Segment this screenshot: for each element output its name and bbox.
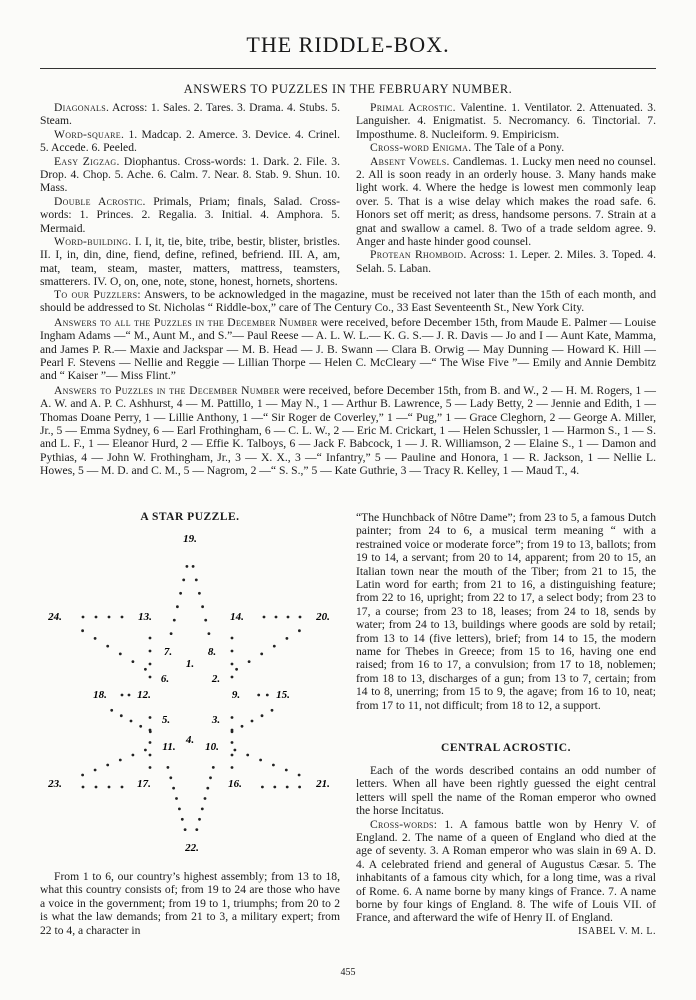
star-label-14: 14. bbox=[230, 611, 244, 623]
star-dot bbox=[144, 749, 147, 752]
star-label-1: 1. bbox=[185, 658, 195, 670]
star-dot bbox=[241, 725, 244, 728]
star-dot bbox=[273, 645, 276, 648]
star-clues-left-text: From 1 to 6, our country’s highest assembly; from 13 to 18, what this country consists of; from 19 to 24 are those who have a voice in the government; from 19 to 1, triumphs; from 20 to 2 is what the law demands; from 21 to 3, a military expert; from 22 to 4, a character in bbox=[40, 870, 340, 937]
header-rule bbox=[40, 68, 656, 69]
star-dot bbox=[81, 774, 84, 777]
answer-protean-rhomboid: Protean Rhomboid. Across: 1. Leper. 2. Miles. 3. Toped. 4. Selah. 5. Laban. bbox=[356, 248, 657, 275]
page-title: THE RIDDLE-BOX. bbox=[246, 32, 450, 57]
star-dot bbox=[273, 786, 276, 789]
star-label-22: 22. bbox=[185, 842, 199, 854]
star-dot bbox=[108, 786, 111, 789]
star-dot bbox=[260, 653, 263, 656]
star-dot bbox=[212, 766, 215, 769]
star-puzzle-heading: A STAR PUZZLE. bbox=[140, 511, 240, 523]
star-dot bbox=[149, 754, 152, 757]
star-dot bbox=[172, 787, 175, 790]
star-dot bbox=[231, 741, 234, 744]
star-label-18: 18. bbox=[93, 689, 107, 701]
star-dot bbox=[167, 766, 170, 769]
star-label-6: 6. bbox=[160, 673, 170, 685]
star-dot bbox=[149, 766, 152, 769]
star-dot bbox=[82, 786, 85, 789]
star-dot bbox=[259, 759, 262, 762]
star-dot bbox=[208, 632, 211, 635]
right-answers-column bbox=[356, 101, 656, 275]
star-dot bbox=[257, 694, 260, 697]
star-dot bbox=[271, 709, 274, 712]
star-label-24: 24. bbox=[48, 611, 62, 623]
star-dot bbox=[184, 828, 187, 831]
star-dot bbox=[82, 616, 85, 619]
star-label-8: 8. bbox=[207, 646, 217, 658]
answer-diagonals: Diagonals. Across: 1. Sales. 2. Tares. 3. Drama. 4. Stubs. 5. Steam. bbox=[40, 101, 340, 128]
star-dot bbox=[251, 720, 254, 723]
star-dot bbox=[149, 741, 152, 744]
star-dot bbox=[195, 579, 198, 582]
star-dot bbox=[144, 668, 147, 671]
star-dot bbox=[234, 749, 237, 752]
central-acrostic-signature: ISABEL V. M. L. bbox=[578, 925, 656, 937]
star-dot bbox=[178, 808, 181, 811]
notices-block bbox=[40, 288, 656, 479]
star-dot bbox=[195, 828, 198, 831]
star-dot bbox=[272, 764, 275, 767]
star-clues-left bbox=[40, 870, 340, 937]
left-answers-column bbox=[40, 101, 340, 289]
star-dot bbox=[231, 663, 234, 666]
star-dot bbox=[149, 729, 152, 732]
star-label-3: 3. bbox=[211, 714, 221, 726]
star-dot bbox=[286, 637, 289, 640]
star-dot bbox=[204, 797, 207, 800]
star-dot bbox=[298, 774, 301, 777]
star-label-13: 13. bbox=[138, 611, 152, 623]
central-acrostic-body bbox=[356, 764, 656, 938]
star-dot bbox=[287, 616, 290, 619]
star-dot bbox=[182, 579, 185, 582]
star-dot bbox=[298, 629, 301, 632]
star-dot bbox=[149, 663, 152, 666]
answer-cross-word-enigma: Cross-word Enigma. The Tale of a Pony. bbox=[370, 141, 565, 155]
star-dot bbox=[231, 729, 234, 732]
star-dot bbox=[119, 653, 122, 656]
star-dot bbox=[169, 776, 172, 779]
star-dot bbox=[173, 619, 176, 622]
star-dot bbox=[235, 668, 238, 671]
star-dot bbox=[94, 769, 97, 772]
star-dot bbox=[298, 786, 301, 789]
star-label-11: 11. bbox=[162, 741, 176, 753]
star-label-4: 4. bbox=[185, 734, 195, 746]
star-dot bbox=[209, 776, 212, 779]
star-dot bbox=[81, 629, 84, 632]
star-dot bbox=[149, 716, 152, 719]
star-dot bbox=[263, 616, 266, 619]
star-dot bbox=[128, 694, 131, 697]
answers-heading: ANSWERS TO PUZZLES IN THE FEBRUARY NUMBER. bbox=[183, 82, 513, 96]
star-dot bbox=[95, 616, 98, 619]
answer-word-building: Word-building. I. I, it, tie, bite, tribe, bestir, blister, bristles. II. I, in, din, dine, fiend, define, refined, befriend. III. A, am, mat, team, steam, master, matters, mattress, teamsters, smatterers. IV. O, on, one, note, stone, honest, hornets, shortens. bbox=[40, 235, 340, 289]
star-dot bbox=[132, 754, 135, 757]
answer-absent-vowels: Absent Vowels. Candlemas. 1. Lucky men need no counsel. 2. All is soon ready in an orderly house. 3. Many hands make light work. 4. Where the hedge is lowest men commonly leap over. 5. That is a wise delay which makes the road safe. 6. Honors set off merit; as dress, handsome persons. 7. Strain at a gnat and swallow a camel. 8. Two of a trade seldom agree. 9. Anger and haste hinder good counsel. bbox=[356, 154, 657, 249]
star-dot bbox=[106, 764, 109, 767]
star-dots bbox=[81, 565, 301, 831]
star-dot bbox=[120, 714, 123, 717]
star-dot bbox=[121, 786, 124, 789]
star-dot bbox=[139, 725, 142, 728]
star-dot bbox=[275, 616, 278, 619]
star-dot bbox=[179, 592, 182, 595]
star-dot bbox=[246, 754, 249, 757]
star-diagram bbox=[40, 525, 340, 865]
star-labels bbox=[47, 533, 330, 854]
answer-primal-acrostic: Primal Acrostic. Valentine. 1. Ventilator. 2. Attenuated. 3. Languisher. 4. Enigmatist. 5. Necromancy. 6. Tinctorial. 7. Imposthume. 8. Nucleiform. 9. Empiricism. bbox=[356, 101, 656, 141]
star-dot bbox=[149, 650, 152, 653]
star-dot bbox=[231, 766, 234, 769]
star-dot bbox=[95, 786, 98, 789]
star-dot bbox=[231, 650, 234, 653]
star-dot bbox=[108, 616, 111, 619]
star-dot bbox=[176, 605, 179, 608]
star-dot bbox=[181, 818, 184, 821]
star-dot bbox=[261, 714, 264, 717]
star-dot bbox=[121, 694, 124, 697]
star-label-23: 23. bbox=[48, 778, 62, 790]
star-dot bbox=[231, 637, 234, 640]
star-dot bbox=[149, 676, 152, 679]
answer-double-acrostic: Double Acrostic. Primals, Priam; finals, Salad. Cross-words: 1. Princes. 2. Regalia. 3. Initial. 4. Amphora. 5. Mermaid. bbox=[40, 194, 340, 235]
star-dot bbox=[231, 754, 234, 757]
star-label-21: 21. bbox=[316, 778, 330, 790]
star-dot bbox=[201, 605, 204, 608]
star-dot bbox=[198, 818, 201, 821]
some-answers-list: Answers to Puzzles in the December Number were received, before December 15th, from B. and W., 2 — H. M. Rogers, 1 — A. W. and A. P. C. Ashhurst, 4 — M. Pattillo, 1 — May N., 1 — Arthur B. Lawrence, 5 — Lady Betty, 2 — Jennie and Edith, 1 — Thomas Doane Perry, 1 — Lillie Anthony, 1 —“ Sir Roger de Coverley,” 1 —“ Pug,” 1 — Grace Cleghorn, 2 — George A. Miller, Jr., 5 — Emma Sydney, 6 — Earl Frothingham, 6 — C. L. W., 2 — Eric M. Crickart, 1 — Helen Schussler, 1 — Harmon S., 1 — S. and L. F., 1 — Eleanor Hurd, 2 — Effie K. Talboys, 6 — Jack F. Babcock, 1 — J. R. Williamson, 2 — Elaine S., 1 — Damon and Pythias, 4 — John W. Frothingham, Jr., 3 — X. X., 3 —“ Infantry,” 5 — Pauline and Honora, 1 — R. Jackson, 1 — Nellie L. Howes, 5 — M. D. and C. M., 5 — Nagrom, 2 —“ S. S.,” 5 — Kate Guthrie, 3 — Tracy R. Kelley, 1 — Maud T., 4. bbox=[40, 383, 656, 478]
all-answers-list: Answers to all the Puzzles in the December Number were received, before December 15th, from Maude E. Palmer — Louise Ingham Adams —“ M., Aunt M., and S.”— Paul Reese — A. L. W. L.— K. G. S.— J. R. Davis — Jo and I — Aunt Kate, Mamma, and James P. R.— Maxie and Jackspar — M. B. Head — J. B. Swann — Clara B. Orwig — May Dunning — Howard K. Hill — Pearl F. Stevens — Nellie and Reggie — Lillian Thorpe — Helen C. McCleary —“ The Wise Five ”— Emily and Annie Dembitz and “ Kaiser ”— Miss Flint.” bbox=[40, 315, 656, 383]
star-dot bbox=[121, 616, 124, 619]
star-dot bbox=[261, 786, 264, 789]
star-dot bbox=[132, 660, 135, 663]
star-dot bbox=[170, 632, 173, 635]
star-label-16: 16. bbox=[228, 778, 242, 790]
star-label-5: 5. bbox=[161, 714, 171, 726]
puzzlers-notice: To our Puzzlers: Answers, to be acknowledged in the magazine, must be received not later than the 15th of each month, and should be addressed to St. Nicholas “ Riddle-box,” care of The Century Co., 33 East Seventeenth St., New York City. bbox=[40, 288, 656, 315]
central-acrostic-intro: Each of the words described contains an odd number of letters. When all have been rightly guessed the eight central letters will spell the name of the Roman emperor who owned the horse Incitatus. bbox=[356, 764, 656, 818]
answer-easy-zigzag: Easy Zigzag. Diophantus. Cross-words: 1. Dark. 2. File. 3. Drop. 4. Chop. 5. Ache. 6. Calm. 7. Near. 8. Stab. 9. Shun. 10. Mass. bbox=[40, 154, 341, 195]
star-dot bbox=[119, 759, 122, 762]
star-dot bbox=[94, 637, 97, 640]
star-dot bbox=[201, 808, 204, 811]
star-dot bbox=[192, 565, 195, 568]
star-dot bbox=[248, 660, 251, 663]
star-dot bbox=[198, 592, 201, 595]
star-dot bbox=[286, 786, 289, 789]
star-dot bbox=[186, 565, 189, 568]
star-dot bbox=[106, 645, 109, 648]
star-dot bbox=[130, 720, 133, 723]
star-dot bbox=[204, 619, 207, 622]
star-dot bbox=[285, 769, 288, 772]
star-dot bbox=[266, 694, 269, 697]
star-label-9: 9. bbox=[231, 689, 241, 701]
star-label-10: 10. bbox=[205, 741, 219, 753]
star-label-2: 2. bbox=[211, 673, 221, 685]
star-dot bbox=[299, 616, 302, 619]
star-dot bbox=[110, 709, 113, 712]
star-label-19: 19. bbox=[183, 533, 197, 545]
star-label-20: 20. bbox=[316, 611, 330, 623]
answer-word-square: Word-square. 1. Madcap. 2. Amerce. 3. Device. 4. Crinel. 5. Accede. 6. Peeled. bbox=[40, 127, 340, 155]
star-label-17: 17. bbox=[137, 778, 151, 790]
star-clues-right-text: “The Hunchback of Nôtre Dame”; from 23 to 5, a famous Dutch painter; from 24 to 6, a musical term meaning “ with a restrained voice or moderate force”; from 19 to 13, ballots; from 19 to 14, a servant; from 20 to 14, apparent; from 20 to 15, an Italian town near the mouth of the Tiber; from 21 to 15, the Latin word for earth; from 21 to 16, a distinguishing feature; from 22 to 16, upright; from 22 to 17, a select body; from 23 to 17, a course; from 23 to 18, leases; from 24 to 18, sends by water; from 24 to 13, buildings where goods are sold by retail; from 13 to 14 (five letters), brief; from 14 to 15, the modern name for Thebes in Greece; from 15 to 16, having one end raised; from 16 to 17, a convulsion; from 17 to 18, noblemen; from 18 to 13, discharges of a gun; from 13 to 7, certain; from 14 to 8, unerring; from 15 to 9, the agave; from 16 to 10, neat; from 17 to 11, not difficult; from 18 to 12, a support. bbox=[356, 511, 656, 712]
star-dot bbox=[149, 637, 152, 640]
star-dot bbox=[231, 716, 234, 719]
star-clues-right bbox=[356, 511, 656, 712]
page-number: 455 bbox=[340, 967, 356, 978]
star-dot bbox=[175, 797, 178, 800]
central-acrostic-crosswords: Cross-words: 1. A famous battle won by Henry V. of England. 2. The name of a queen of England who died at the age of seventy. 3. A Roman emperor who was slain in 69 A. D. 4. A celebrated friend and general of Augustus Cæsar. 5. The inhabitants of a famous city which, for a long time, was a rival of Rome. 6. A name borne by many kings of France. 7. A name borne by four kings of England. 8. The wife of Louis VII. of France, and afterward the wife of Henry II. of England. bbox=[356, 817, 656, 925]
star-label-7: 7. bbox=[163, 646, 173, 658]
star-label-15: 15. bbox=[276, 689, 290, 701]
star-dot bbox=[231, 676, 234, 679]
central-acrostic-heading: CENTRAL ACROSTIC. bbox=[441, 742, 571, 754]
star-label-12: 12. bbox=[137, 689, 151, 701]
star-dot bbox=[206, 787, 209, 790]
